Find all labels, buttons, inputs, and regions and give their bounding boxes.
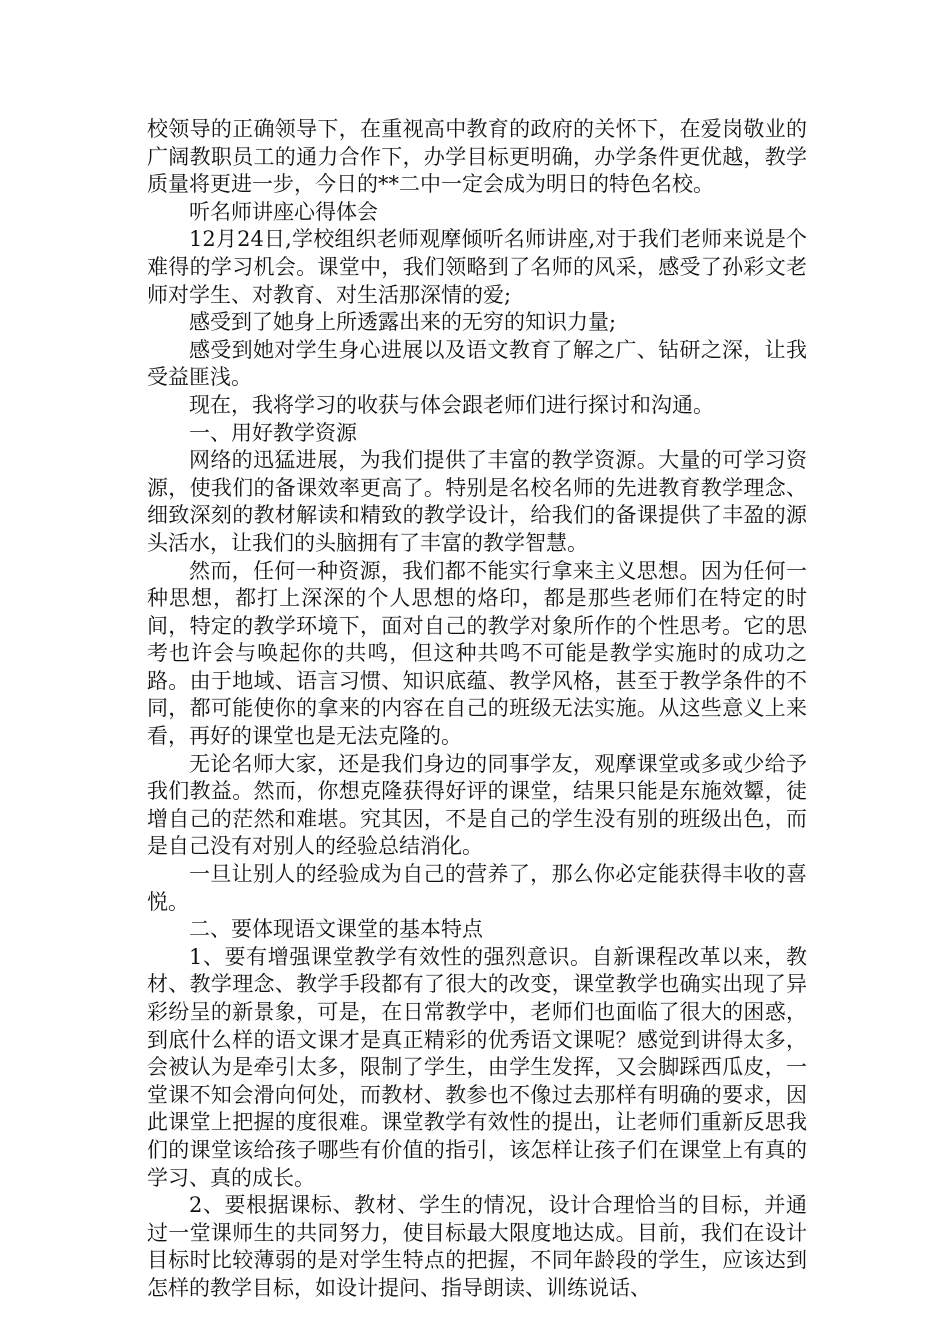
paragraph-11: 一旦让别人的经验成为自己的营养了，那么你必定能获得丰收的喜悦。 xyxy=(147,862,807,914)
paragraph-3: 12月24日,学校组织老师观摩倾听名师讲座,对于我们老师来说是个难得的学习机会。课堂中，我们领略到了名师的风采，感受了孙彩文老师对学生、对教育、对生活那深情的爱; xyxy=(147,227,807,307)
section-title: 听名师讲座心得体会 xyxy=(189,199,378,224)
heading-1: 一、用好教学资源 xyxy=(189,420,357,445)
paragraph-13: 1、要有增强课堂教学有效性的强烈意识。自新课程改革以来，教材、教学理念、教学手段都有了很大的改变，课堂教学也确实出现了异彩纷呈的新景象，可是，在日常教学中，老师们也面临了很大的困惑，到底什么样的语文课才是真正精彩的优秀语文课呢？感觉到讲得太多，会被认为是牵引太多，限制了学生，由学生发挥，又会脚踩西瓜皮，一堂课不知会滑向何处，而教材、教参也不像过去那样有明确的要求，因此课堂上把握的度很难。课堂教学有效性的提出，让老师们重新反思我们的课堂该给孩子哪些有价值的指引，该怎样让孩子们在课堂上有真的学习、真的成长。 xyxy=(147,944,807,1190)
paragraph-1: 校领导的正确领导下，在重视高中教育的政府的关怀下，在爱岗敬业的广阔教职员工的通力合作下，办学目标更明确，办学条件更优越，教学质量将更进一步，今日的**二中一定会成为明日的特色名校。 xyxy=(147,117,807,197)
paragraph-10: 无论名师大家，还是我们身边的同事学友，观摩课堂或多或少给予我们教益。然而，你想克隆获得好评的课堂，结果只能是东施效颦，徒增自己的茫然和难堪。究其因，不是自己的学生没有别的班级出色，而是自己没有对别人的经验总结消化。 xyxy=(147,751,807,859)
paragraph-4: 感受到了她身上所透露出来的无穷的知识力量; xyxy=(189,310,617,335)
paragraph-9: 然而，任何一种资源，我们都不能实行拿来主义思想。因为任何一种思想，都打上深深的个人思想的烙印，都是那些老师们在特定的时间，特定的教学环境下，面对自己的教学对象所作的个性思考。它的思考也许会与唤起你的共鸣，但这种共鸣不可能是教学实施时的成功之路。由于地域、语言习惯、知识底蕴、教学风格，甚至于教学条件的不同，都可能使你的拿来的内容在自己的班级无法实施。从这些意义上来看，再好的课堂也是无法克隆的。 xyxy=(147,558,807,749)
heading-2: 二、要体现语文课堂的基本特点 xyxy=(189,917,483,942)
paragraph-5: 感受到她对学生身心进展以及语文教育了解之广、钻研之深，让我受益匪浅。 xyxy=(147,337,807,390)
paragraph-8: 网络的迅猛进展，为我们提供了丰富的教学资源。大量的可学习资源，使我们的备课效率更高了。特别是名校名师的先进教育教学理念、细致深刻的教材解读和精致的教学设计，给我们的备课提供了丰盈的源头活水，让我们的头脑拥有了丰富的教学智慧。 xyxy=(147,448,807,555)
document-page xyxy=(147,116,807,1303)
paragraph-14: 2、要根据课标、教材、学生的情况，设计合理恰当的目标，并通过一堂课师生的共同努力，使目标最大限度地达成。目前，我们在设计目标时比较薄弱的是对学生特点的把握，不同年龄段的学生，应该达到怎样的教学目标，如设计提问、指导朗读、训练说话、 xyxy=(147,1193,807,1300)
paragraph-6: 现在，我将学习的收获与体会跟老师们进行探讨和沟通。 xyxy=(189,392,714,417)
